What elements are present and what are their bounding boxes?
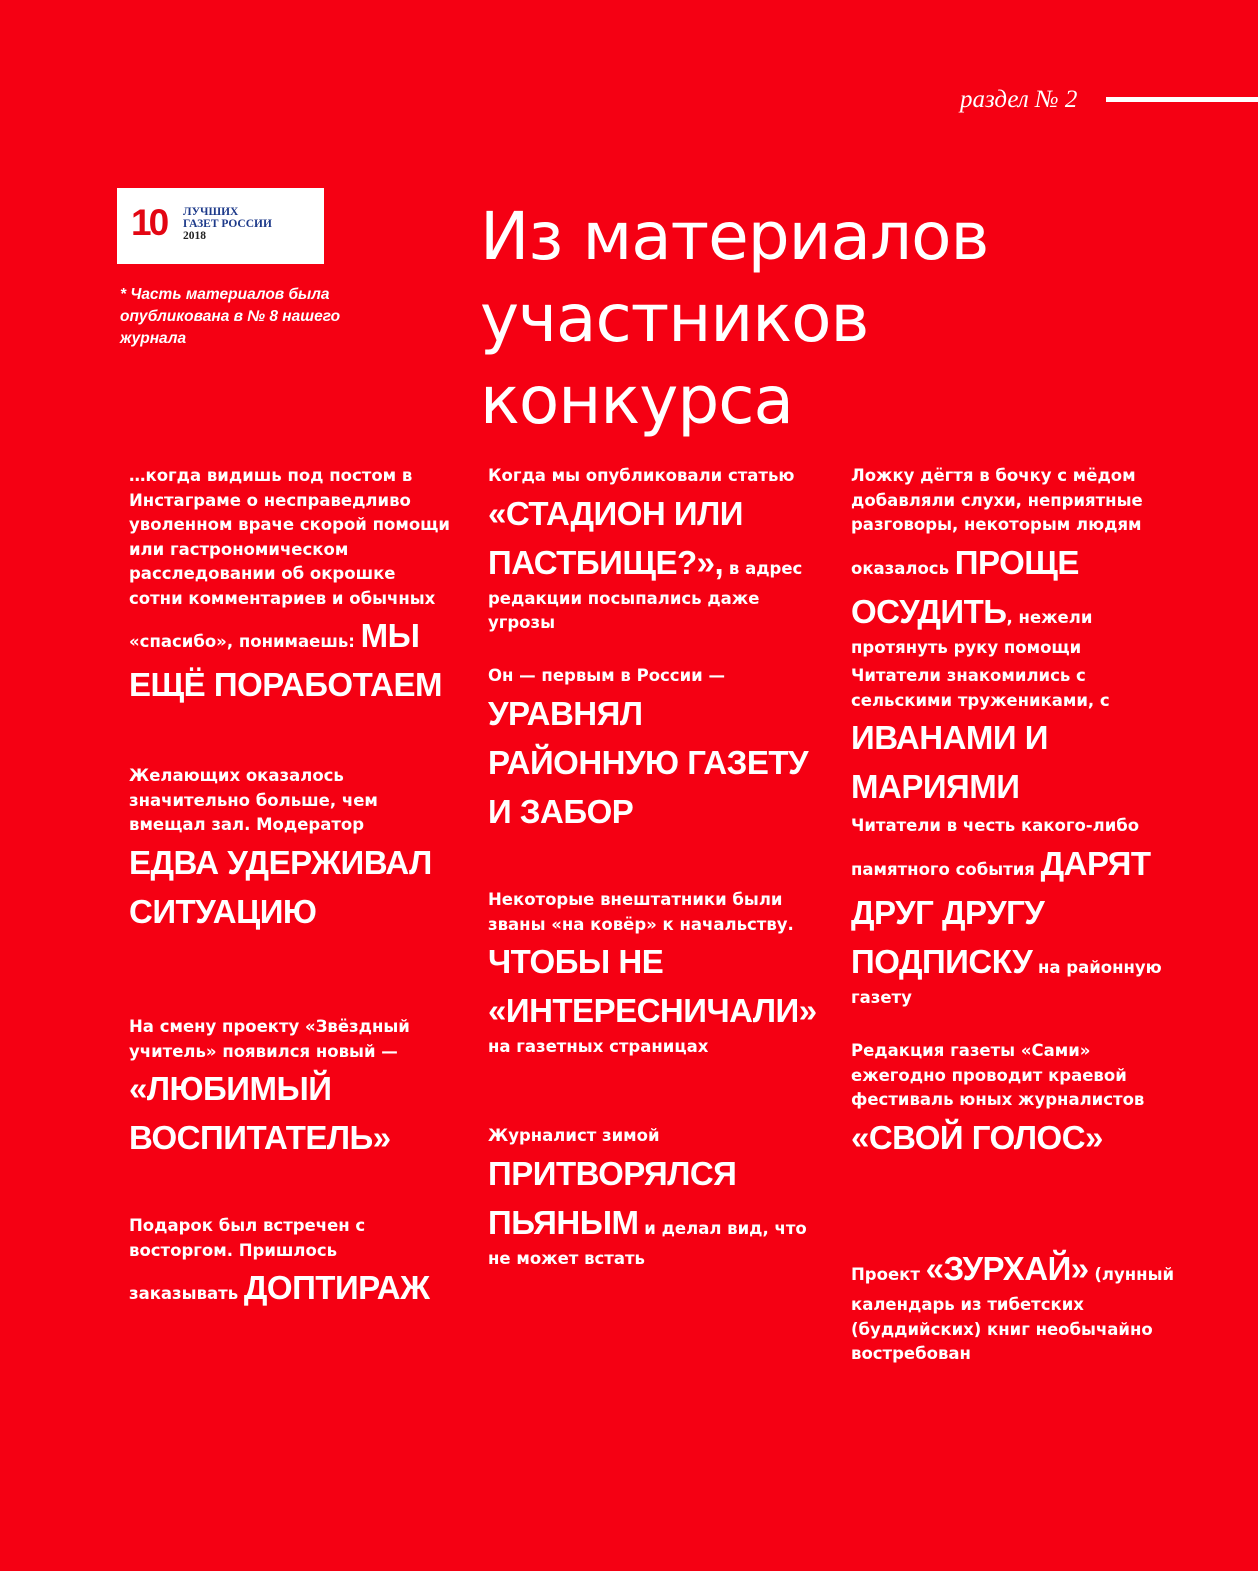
quote-headline: МЫ ЕЩЁ ПОРАБОТАЕМ [129, 617, 443, 703]
quote-tail: и делал вид, что не может встать [488, 1218, 807, 1268]
quote-item [851, 664, 1186, 811]
quote-headline: УРАВНЯЛ РАЙОННУЮ ГАЗЕТУ И ЗАБОР [488, 694, 809, 830]
quote-tail: , нежели протянуть руку помощи [851, 607, 1093, 657]
footnote: * Часть материалов была опубликована в № 8 нашего журнала [120, 286, 341, 347]
quote-headline: ЧТОБЫ НЕ «ИНТЕРЕСНИЧАЛИ» [488, 943, 817, 1029]
quote-lead: Он — первым в России — [488, 666, 725, 685]
quote-item [488, 888, 823, 1060]
quote-lead: Журналист зимой [488, 1126, 660, 1145]
quote-lead: Ложку дёгтя в бочку с мёдом добавляли слухи, неприятные разговоры, некоторым людям оказалось [851, 466, 1143, 578]
quote-lead: Читатели знакомились с сельскими тружениками, с [851, 666, 1110, 710]
quote-lead: Желающих оказалось значительно больше, чем вмещал зал. Модератор [129, 766, 378, 834]
quote-lead: Читатели в честь какого-либо памятного события [851, 816, 1140, 879]
quote-lead: Редакция газеты «Сами» ежегодно проводит краевой фестиваль юных журналистов [851, 1041, 1145, 1109]
quote-lead: Некоторые внештатники были званы «на ковёр» к начальству. [488, 890, 794, 934]
quote-tail: на районную газету [851, 957, 1162, 1007]
page-title: Из материалов участников конкурса [480, 198, 989, 439]
quote-lead: Подарок был встречен с восторгом. Пришлось заказывать [129, 1216, 366, 1303]
quote-headline: «ЗУРХАЙ» [925, 1250, 1089, 1287]
quote-headline: «ЛЮБИМЫЙ ВОСПИТАТЕЛЬ» [129, 1070, 391, 1156]
logo-number: 10 [131, 202, 167, 243]
logo-line-1: ЛУЧШИХ [183, 206, 239, 218]
quote-lead: Проект [851, 1265, 920, 1284]
quote-item [851, 1039, 1186, 1162]
quote-headline: ДАРЯТ ДРУГ ДРУГУ ПОДПИСКУ [851, 844, 1151, 980]
quote-headline: «СВОЙ ГОЛОС» [851, 1118, 1103, 1156]
quote-item [488, 664, 823, 836]
quote-headline: ДОПТИРАЖ [243, 1269, 430, 1306]
quote-headline: «СТАДИОН ИЛИ ПАСТБИЩЕ?», [488, 494, 743, 581]
logo-line-2: ГАЗЕТ РОССИИ [183, 218, 272, 230]
quote-item [488, 1124, 823, 1271]
quote-item [851, 464, 1186, 660]
quote-headline: ПРОЩЕ ОСУДИТЬ [851, 543, 1079, 630]
quote-item [488, 464, 823, 636]
quote-lead: На смену проекту «Звёздный учитель» появился новый — [129, 1017, 410, 1061]
quote-headline: ПРИТВОРЯЛСЯ ПЬЯНЫМ [488, 1154, 737, 1241]
quote-item [129, 1015, 451, 1162]
quote-tail: на газетных страницах [488, 1037, 709, 1056]
quote-item [129, 1214, 451, 1312]
section-rule [1106, 97, 1258, 102]
contest-logo [117, 188, 324, 264]
quote-headline: ЕДВА УДЕРЖИВАЛ СИТУАЦИЮ [129, 843, 432, 930]
logo-text [183, 206, 272, 242]
quote-lead: Когда мы опубликовали статью [488, 466, 795, 485]
quote-item [851, 1244, 1186, 1367]
quote-item [129, 464, 451, 709]
quote-headline: ИВАНАМИ И МАРИЯМИ [851, 719, 1048, 805]
quote-item [129, 764, 451, 936]
quote-item [851, 814, 1186, 1010]
section-label: раздел № 2 [960, 86, 1078, 113]
quote-tail: (лунный календарь из тибетских (буддийских) книг необычайно востребован [851, 1265, 1175, 1363]
logo-year: 2018 [183, 230, 206, 242]
quote-tail: в адрес редакции посыпались даже угрозы [488, 558, 803, 632]
quote-lead: …когда видишь под постом в Инстаграме о несправедливо уволенном враче скорой помощи или гастрономическом расследовании об окрошке сотни комментариев и обычных «спасибо», понимаешь: [129, 466, 450, 651]
